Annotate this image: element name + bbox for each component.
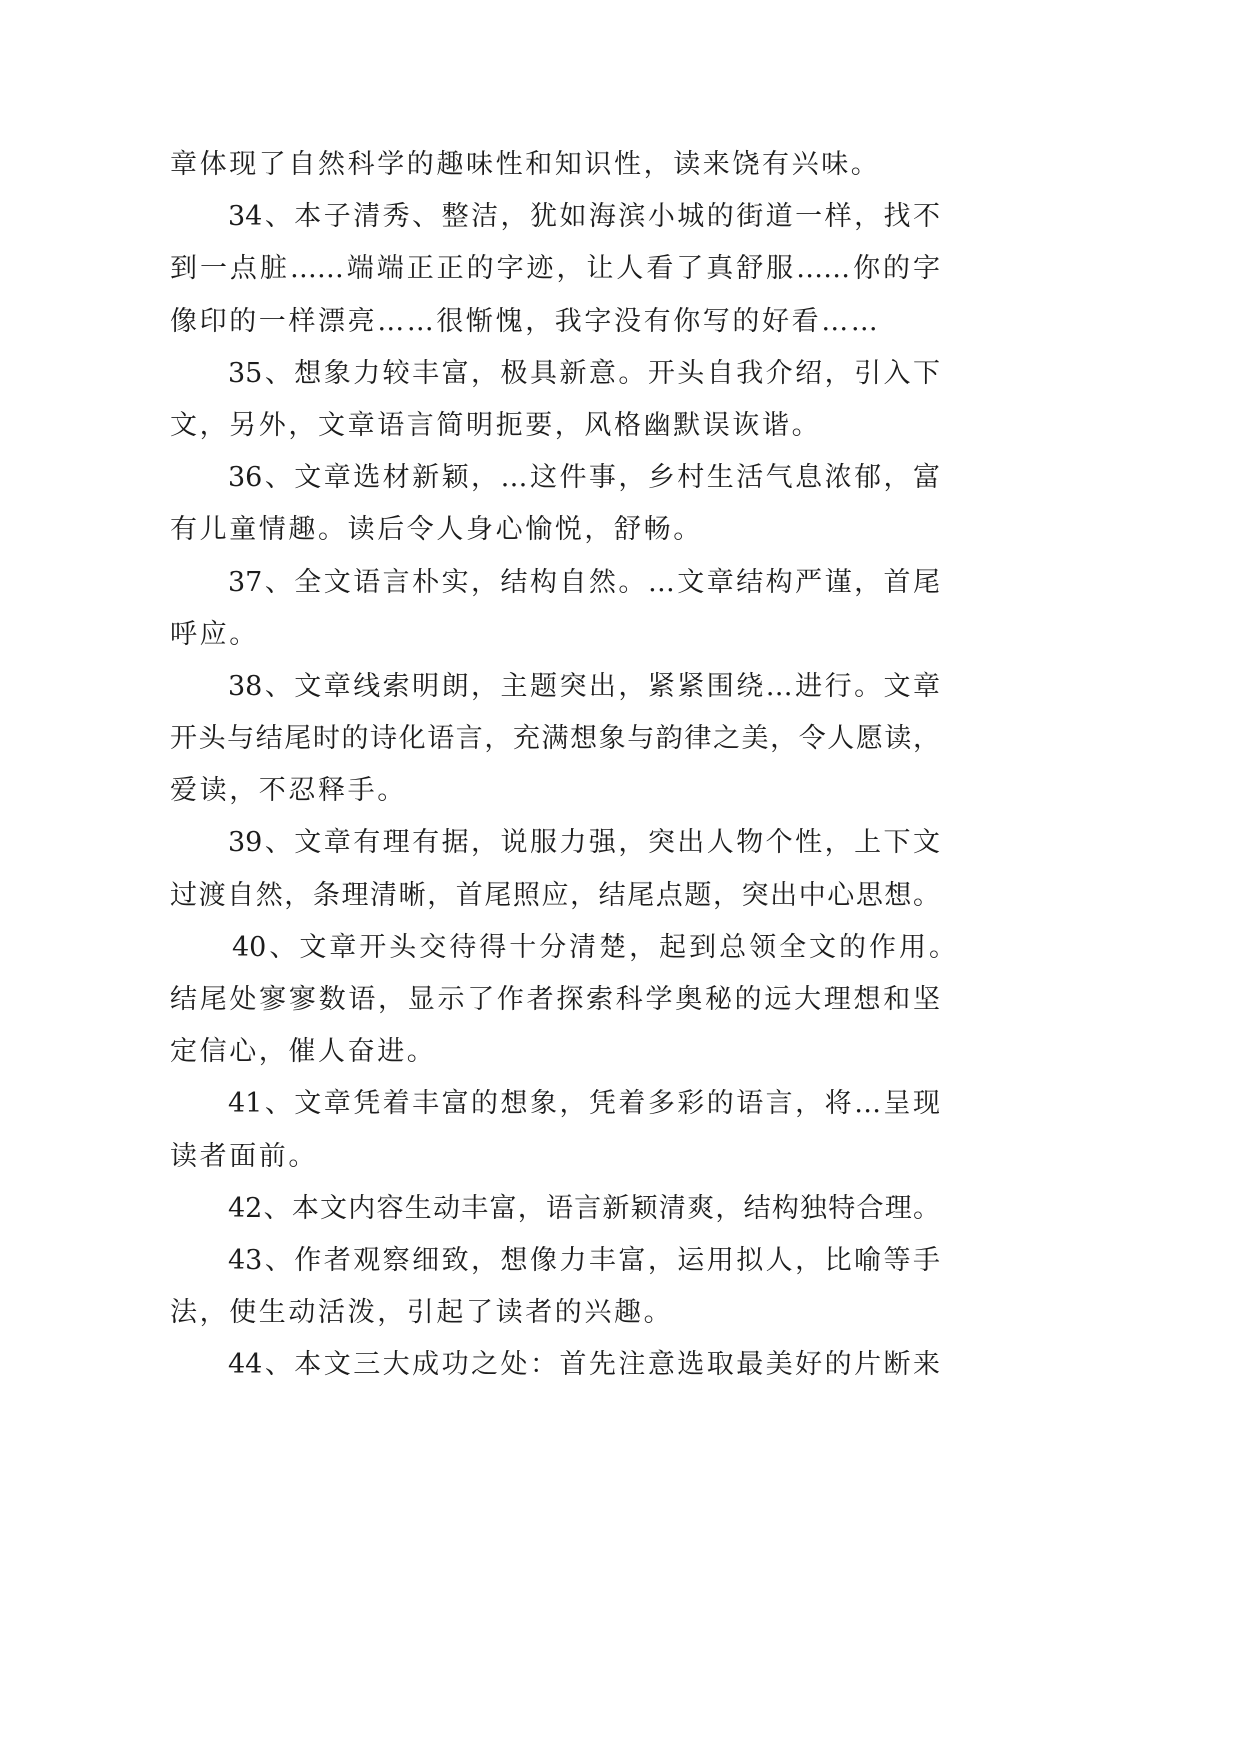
paragraph-39 [170,817,970,921]
paragraph-38 [170,661,970,818]
paragraph-line: 41、文章凭着丰富的想象，凭着多彩的语言，将…呈现 [228,1088,940,1120]
paragraph-continuation [170,139,970,191]
paragraph-line: 开头与结尾时的诗化语言，充满想象与韵律之美，令人愿读， [170,723,940,755]
paragraph-line: 37、全文语言朴实，结构自然。…文章结构严谨，首尾 [228,566,940,598]
paragraph-line: 43、作者观察细致，想像力丰富，运用拟人，比喻等手 [228,1244,940,1276]
paragraph-35 [170,348,970,452]
paragraph-line: 42、本文内容生动丰富，语言新颖清爽，结构独特合理。 [228,1192,940,1224]
paragraph-43 [170,1235,970,1339]
paragraph-41 [170,1078,970,1182]
paragraph-40 [170,922,970,1079]
paragraph-line: 过渡自然，条理清晰，首尾照应，结尾点题，突出中心思想。 [170,879,940,911]
paragraph-line: 到一点脏……端端正正的字迹，让人看了真舒服……你的字 [170,253,940,285]
paragraph-line: 定信心，催人奋进。 [170,1036,437,1068]
paragraph-line: 39、文章有理有据，说服力强，突出人物个性，上下文 [228,827,940,859]
paragraph-line: 呼应。 [170,618,259,650]
paragraph-line: 34、本子清秀、整洁，犹如海滨小城的街道一样，找不 [228,201,940,233]
paragraph-line: 38、文章线索明朗，主题突出，紧紧围绕…进行。文章 [228,670,940,702]
paragraph-42 [170,1183,970,1235]
document-body [170,139,970,1392]
paragraph-line: 36、文章选材新颖，…这件事，乡村生活气息浓郁，富 [228,462,940,494]
paragraph-44 [170,1339,970,1391]
paragraph-line: 章体现了自然科学的趣味性和知识性，读来饶有兴味。 [170,149,881,180]
paragraph-line: 35、想象力较丰富，极具新意。开头自我介绍，引入下 [228,357,940,389]
paragraph-line: 像印的一样漂亮……很惭愧，我字没有你写的好看…… [170,305,881,337]
paragraph-37 [170,557,970,661]
paragraph-36 [170,452,970,556]
paragraph-line: 有儿童情趣。读后令人身心愉悦，舒畅。 [170,514,703,546]
paragraph-line: 40、文章开头交待得十分清楚，起到总领全文的作用。 [232,931,956,963]
paragraph-line: 44、本文三大成功之处：首先注意选取最美好的片断来 [228,1349,940,1381]
paragraph-line: 结尾处寥寥数语，显示了作者探索科学奥秘的远大理想和坚 [170,984,940,1015]
paragraph-line: 爱读，不忍释手。 [170,775,407,807]
paragraph-line: 文，另外，文章语言简明扼要，风格幽默误诙谐。 [170,409,822,441]
paragraph-line: 读者面前。 [170,1140,318,1172]
paragraph-line: 法，使生动活泼，引起了读者的兴趣。 [170,1297,674,1329]
paragraph-34 [170,191,970,348]
